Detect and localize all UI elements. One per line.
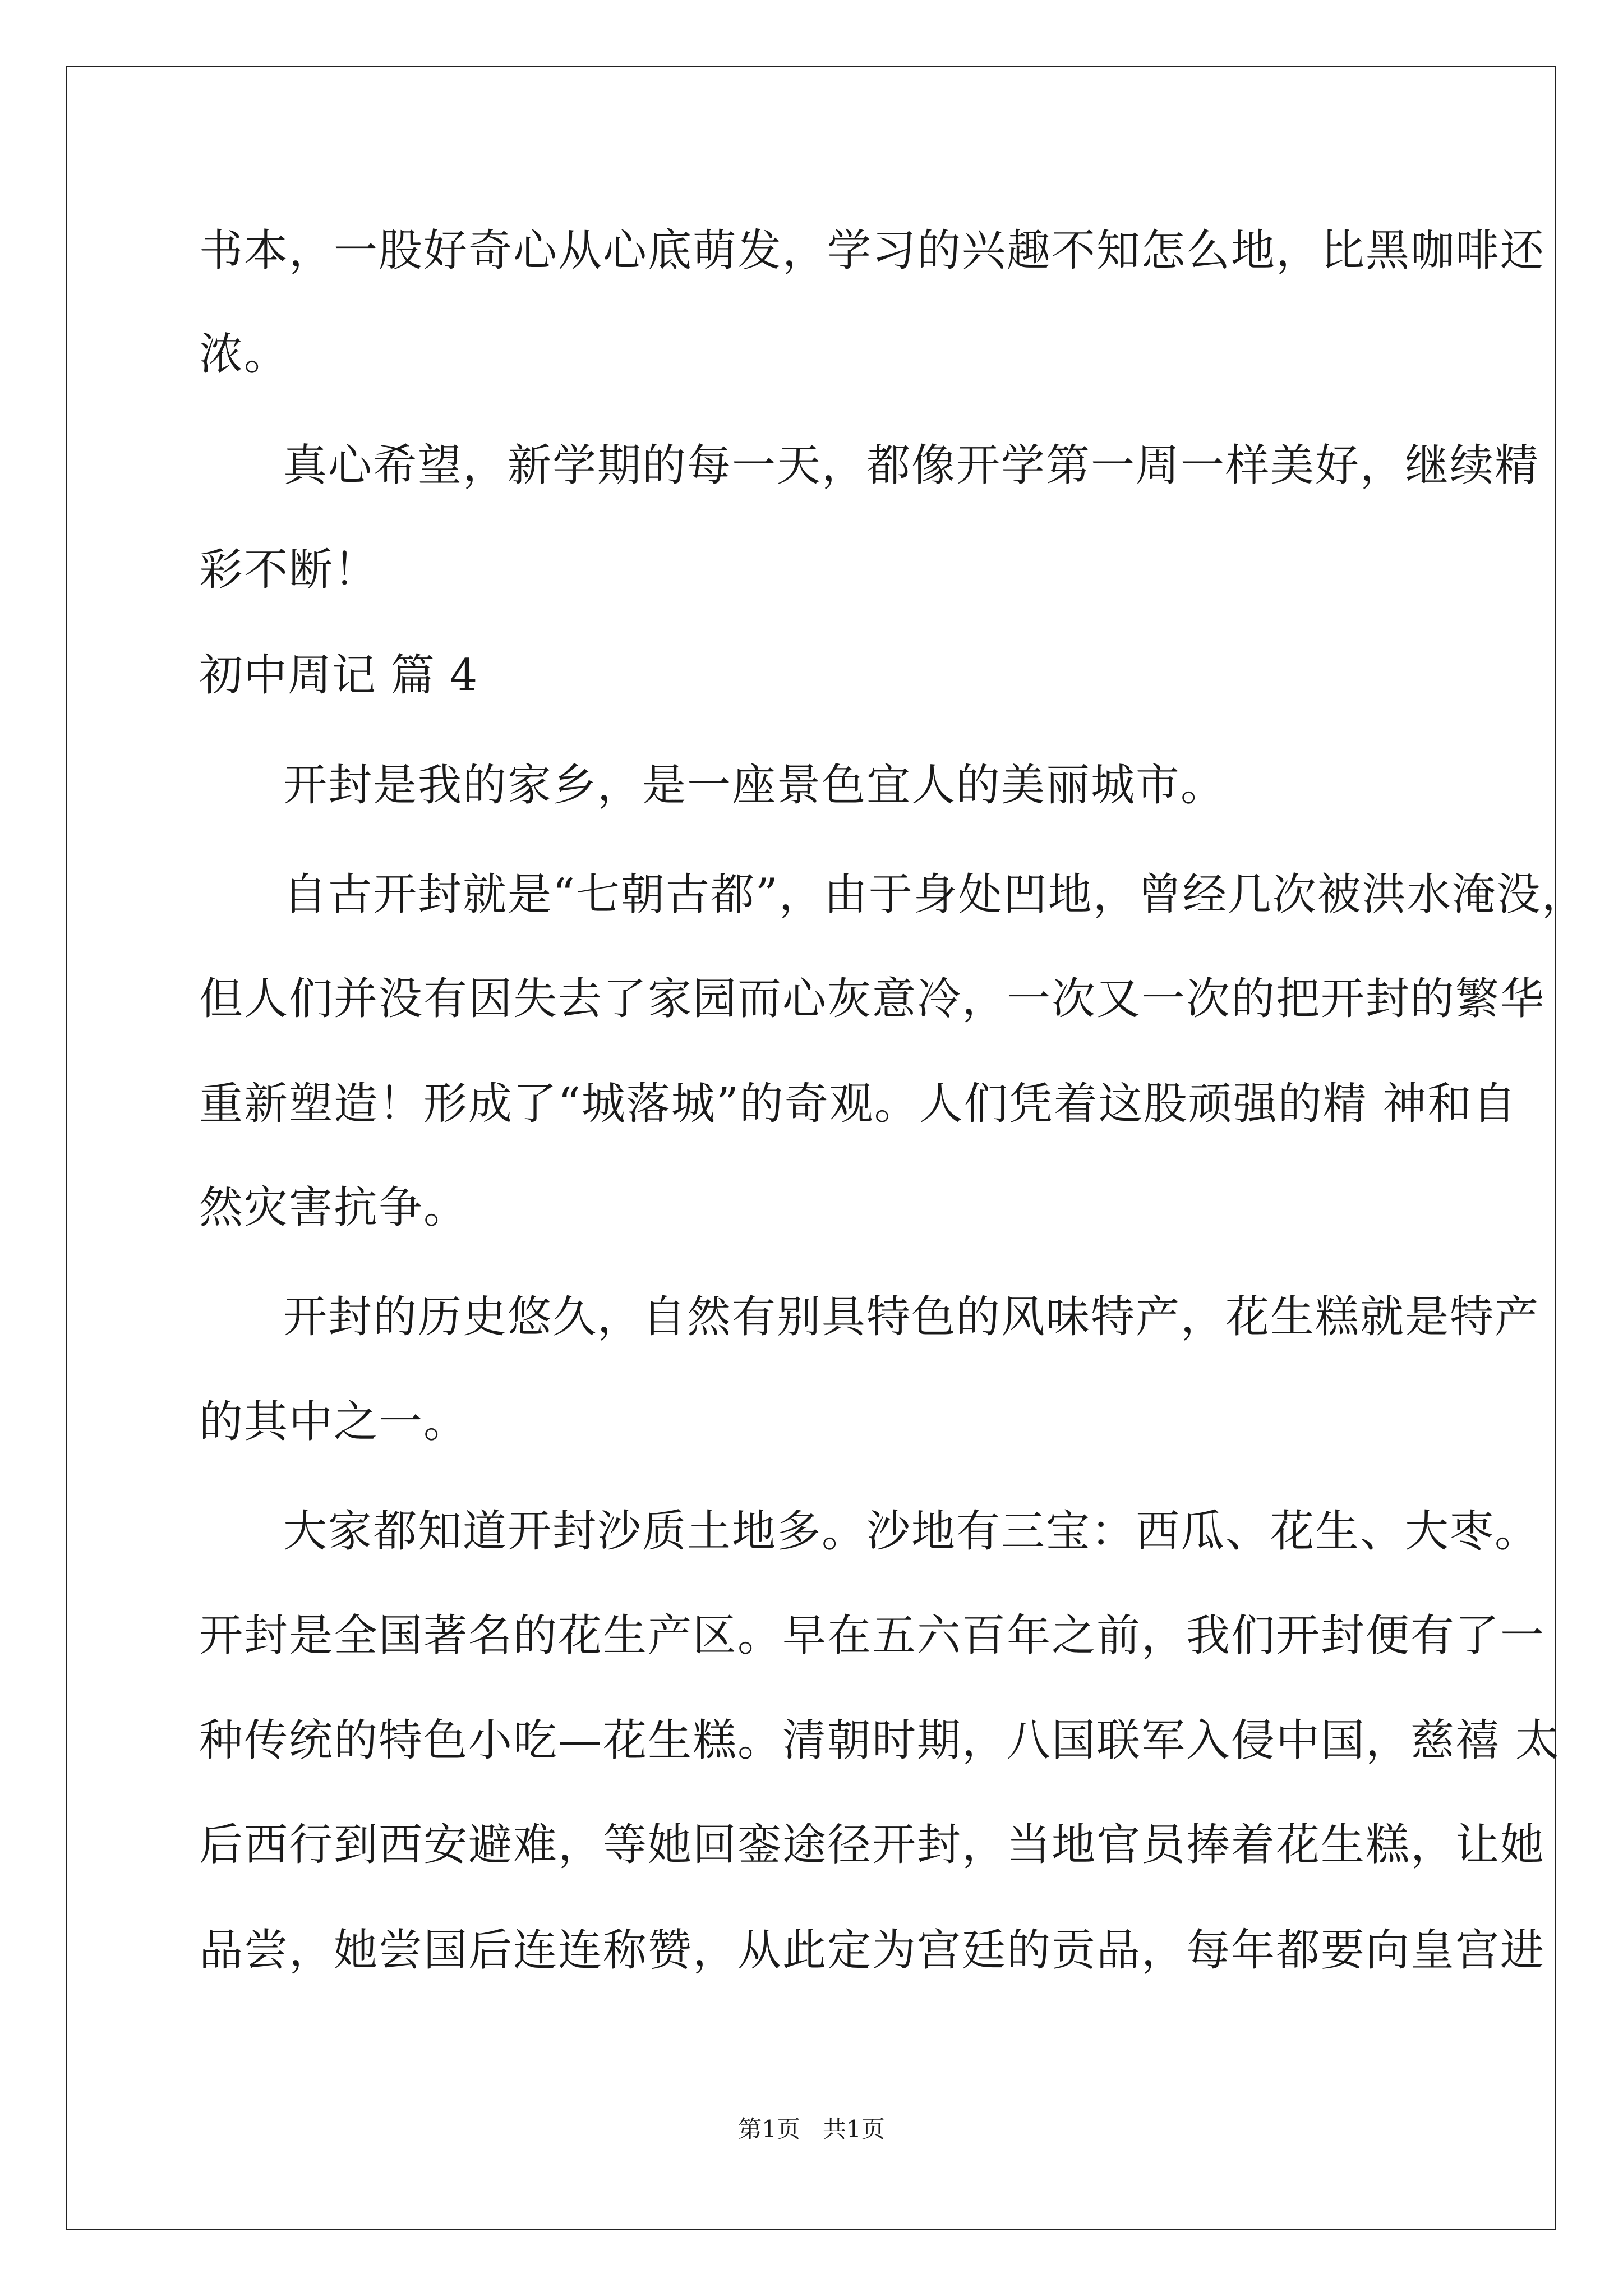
text-line: 自古开封就是“七朝古都”，由于身处凹地，曾经几次被洪水淹没， (283, 869, 1587, 920)
section-heading: 初中周记 篇 4 (199, 650, 478, 701)
page-footer: 第1页 共1页 (738, 2115, 885, 2143)
text-line: 重新塑造！形成了“城落城”的奇观。人们凭着这股顽强的精 神和自 (199, 1079, 1518, 1129)
text-line: 书本，一股好奇心从心底萌发，学习的兴趣不知怎么地，比黑咖啡还 (199, 226, 1546, 276)
text-line: 浓。 (199, 329, 289, 380)
text-line: 种传统的特色小吃—花生糕。清朝时期，八国联军入侵中国，慈禧 太 (199, 1715, 1560, 1766)
text-line: 后西行到西安避难，等她回銮途径开封，当地官员捧着花生糕，让她 (199, 1820, 1546, 1870)
text-line: 的其中之一。 (199, 1397, 469, 1447)
text-line: 开封是我的家乡，是一座景色宜人的美丽城市。 (283, 760, 1226, 811)
text-line: 彩不断！ (199, 545, 379, 595)
text-line: 然灾害抗争。 (199, 1182, 469, 1233)
text-line: 真心希望，新学期的每一天，都像开学第一周一样美好，继续精 (283, 440, 1540, 491)
text-line: 但人们并没有因失去了家园而心灰意冷，一次又一次的把开封的繁华 (199, 974, 1546, 1024)
text-line: 大家都知道开封沙质土地多。沙地有三宝：西瓜、花生、大枣。 (283, 1506, 1540, 1557)
text-line: 开封是全国著名的花生产区。早在五六百年之前，我们开封便有了一 (199, 1611, 1546, 1661)
text-line: 品尝，她尝国后连连称赞，从此定为宫廷的贡品，每年都要向皇宫进 (199, 1925, 1546, 1976)
text-line: 开封的历史悠久，自然有别具特色的风味特产，花生糕就是特产 (283, 1292, 1540, 1342)
